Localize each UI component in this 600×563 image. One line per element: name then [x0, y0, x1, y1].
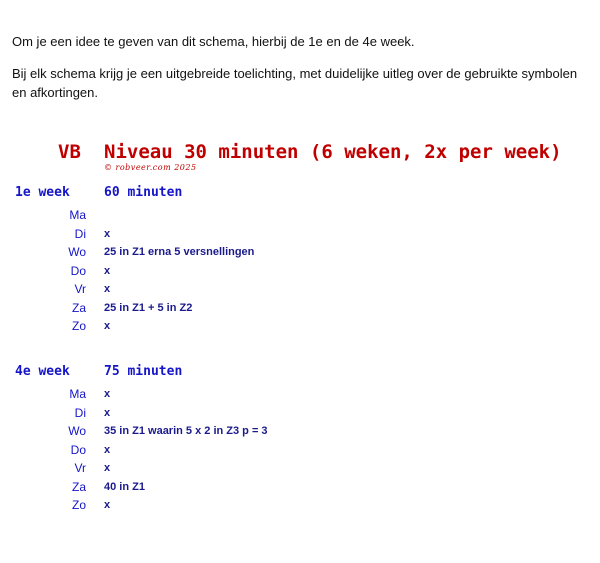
day-name: Za	[71, 300, 86, 315]
day-plan: x	[104, 227, 111, 240]
day-row-di	[0, 225, 600, 244]
day-name: Ma	[69, 208, 86, 222]
day-name: Wo	[68, 245, 86, 259]
day-plan: 40 in Z1	[104, 480, 145, 493]
schema-title: Niveau 30 minuten (6 weken, 2x per week)	[104, 141, 562, 163]
day-name: Vr	[74, 461, 86, 475]
day-plan: 25 in Z1 + 5 in Z2	[104, 301, 193, 314]
day-row-zo	[0, 496, 600, 515]
day-name: Do	[70, 442, 86, 457]
day-name: Wo	[68, 424, 86, 438]
intro-text-line-2: Bij elk schema krijg je een uitgebreide toelichting, met duidelijke uitleg over de gebruikte symbolen en afkortingen.	[12, 66, 578, 100]
day-row-zo	[0, 317, 600, 336]
week-block-4	[0, 363, 600, 515]
day-row-ma	[0, 385, 600, 404]
day-plan: x	[104, 443, 111, 456]
day-row-wo	[0, 243, 600, 262]
day-plan: x	[104, 264, 111, 277]
day-row-vr	[0, 280, 600, 299]
day-row-di	[0, 404, 600, 423]
day-plan: x	[104, 499, 111, 511]
day-plan: x	[104, 388, 111, 400]
day-row-za	[0, 478, 600, 497]
intro-text-line-1: Om je een idee te geven van dit schema, hierbij de 1e en de 4e week.	[12, 34, 415, 49]
week-label: 4e week	[15, 364, 70, 379]
day-plan: x	[104, 283, 111, 295]
day-row-wo	[0, 422, 600, 441]
day-row-do	[0, 441, 600, 460]
week-block-1	[0, 184, 600, 336]
copyright-notice: © robveer.com 2025	[104, 163, 197, 172]
day-row-do	[0, 262, 600, 281]
day-name: Vr	[74, 282, 86, 296]
day-row-za	[0, 299, 600, 318]
day-row-vr	[0, 459, 600, 478]
day-name: Do	[70, 263, 86, 278]
day-plan: 25 in Z1 erna 5 versnellingen	[104, 246, 255, 258]
week-duration: 60 minuten	[104, 185, 183, 200]
day-name: Di	[74, 226, 86, 241]
day-name: Di	[74, 405, 86, 420]
day-name: Zo	[71, 319, 86, 333]
day-plan: x	[104, 462, 111, 474]
week-header	[0, 184, 600, 206]
week-duration: 75 minuten	[104, 364, 183, 379]
day-plan: x	[104, 320, 111, 332]
week-label: 1e week	[15, 185, 70, 200]
day-list	[0, 206, 600, 336]
day-list	[0, 385, 600, 515]
day-name: Za	[71, 479, 86, 494]
day-row-ma	[0, 206, 600, 225]
day-name: Zo	[71, 498, 86, 512]
day-plan: 35 in Z1 waarin 5 x 2 in Z3 p = 3	[104, 425, 268, 437]
schema-label: VB	[58, 141, 81, 163]
day-name: Ma	[69, 387, 86, 401]
day-plan: x	[104, 406, 111, 419]
week-header	[0, 363, 600, 385]
